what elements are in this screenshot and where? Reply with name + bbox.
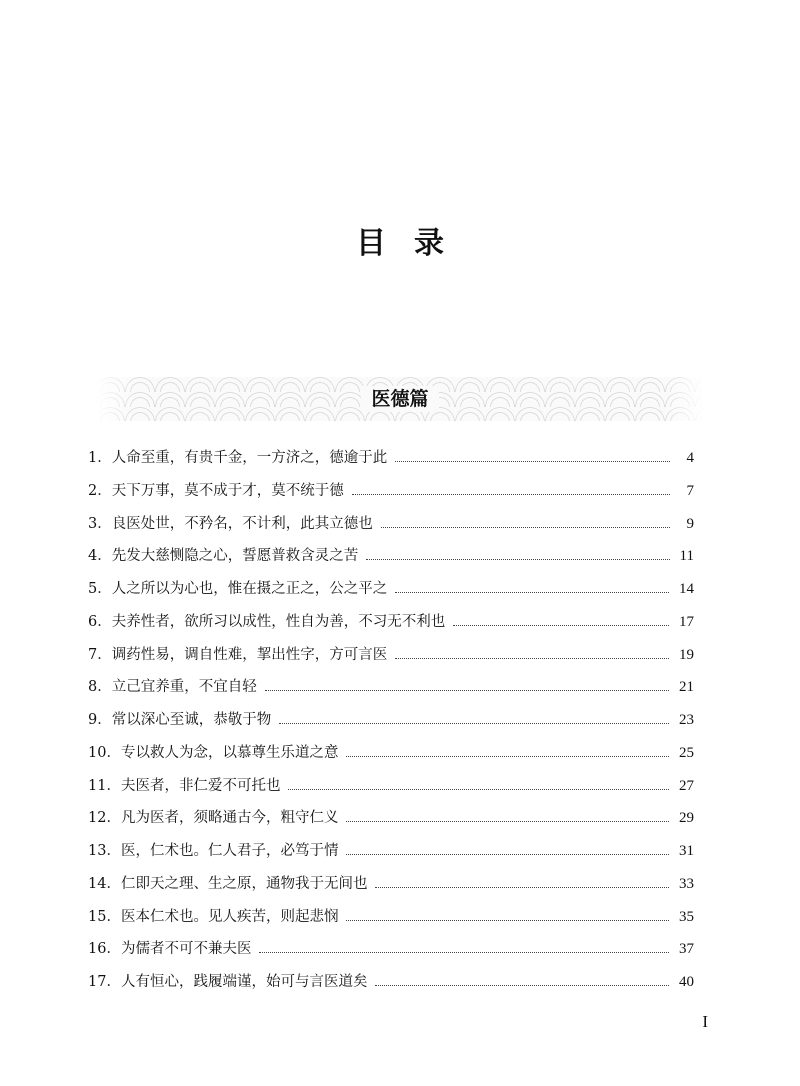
toc-entry-page: 4	[686, 450, 694, 466]
dot-leader	[395, 461, 670, 462]
toc-entry[interactable]	[88, 577, 694, 610]
toc-entry-page: 21	[679, 679, 694, 696]
toc-entry-title: 10．专以救人为念，以慕尊生乐道之意	[88, 744, 339, 761]
toc-entry[interactable]	[88, 970, 694, 1003]
dot-leader	[352, 494, 670, 495]
toc-entry[interactable]	[88, 806, 694, 839]
toc-entry-page: 9	[686, 515, 694, 532]
dot-leader	[279, 723, 669, 724]
toc-entry-page: 40	[679, 974, 694, 990]
toc-entry[interactable]	[88, 774, 694, 807]
toc-entry[interactable]	[88, 610, 694, 643]
toc-entry-title: 1．人命至重，有贵千金，一方济之，德逾于此	[88, 450, 388, 466]
toc-entry-title: 3．良医处世，不矜名，不计利，此其立德也	[88, 515, 373, 532]
dot-leader	[366, 559, 669, 560]
toc-entry-title: 16．为儒者不可不兼夫医	[88, 941, 252, 958]
toc-entry-page: 17	[679, 613, 694, 630]
toc-entry[interactable]	[88, 446, 694, 479]
toc-entry-page: 27	[679, 777, 694, 794]
dot-leader	[381, 527, 670, 528]
toc-entry-title: 12．凡为医者，须略通古今，粗守仁义	[88, 810, 339, 827]
toc-entry-title: 15．医本仁术也。见人疾苦，则起悲悯	[88, 908, 339, 925]
toc-entry-title: 7．调药性易，调自性难，挈出性字，方可言医	[88, 646, 388, 663]
toc-entry-title: 8．立己宜养重，不宜自轻	[88, 679, 257, 696]
dot-leader	[453, 625, 669, 626]
page-number: I	[702, 1012, 708, 1031]
dot-leader	[395, 592, 669, 593]
toc-entry[interactable]	[88, 544, 694, 577]
toc-entry[interactable]	[88, 479, 694, 512]
dot-leader	[265, 690, 669, 691]
toc-entry[interactable]	[88, 872, 694, 905]
dot-leader	[346, 854, 669, 855]
toc-entry-page: 31	[679, 843, 694, 859]
toc-entry-page: 23	[679, 712, 694, 728]
toc-entry-page: 11	[679, 548, 694, 565]
toc-entry-title: 6．夫养性者，欲所习以成性，性自为善，不习无不利也	[88, 613, 446, 630]
dot-leader	[375, 887, 669, 888]
toc-entry-title: 11．夫医者，非仁爱不可托也	[88, 777, 281, 794]
dot-leader	[395, 658, 669, 659]
toc-entry-title: 5．人之所以为心也，惟在摄之正之，公之平之	[88, 581, 388, 597]
toc-entry-title: 14．仁即天之理、生之原，通物我于无间也	[88, 875, 368, 892]
toc-entry[interactable]	[88, 937, 694, 970]
dot-leader	[346, 756, 669, 757]
dot-leader	[259, 952, 669, 953]
toc-entry-page: 37	[679, 941, 694, 958]
toc-entry-page: 19	[679, 646, 694, 663]
dot-leader	[346, 821, 669, 822]
toc-entry-page: 29	[679, 810, 694, 827]
dot-leader	[375, 985, 669, 986]
toc-entry-title: 9．常以深心至诚，恭敬于物	[88, 712, 272, 728]
section-title: 医德篇	[361, 386, 438, 412]
toc-entry-page: 14	[679, 581, 694, 597]
toc-entry-title: 17．人有恒心，践履端谨，始可与言医道矣	[88, 974, 368, 990]
page-title: 目录	[356, 226, 472, 261]
toc-entry-page: 25	[679, 744, 694, 761]
toc-entry[interactable]	[88, 643, 694, 676]
toc-entry[interactable]	[88, 675, 694, 708]
toc-entry-title: 2．天下万事，莫不成于才，莫不统于德	[88, 482, 344, 499]
toc-entry[interactable]	[88, 905, 694, 938]
toc-entry[interactable]	[88, 708, 694, 741]
toc-entry-title: 4．先发大慈恻隐之心，誓愿普救含灵之苦	[88, 548, 359, 565]
toc-entry-page: 7	[686, 482, 694, 499]
dot-leader	[288, 789, 669, 790]
dot-leader	[346, 920, 669, 921]
section-heading	[0, 384, 800, 411]
toc-entry[interactable]	[88, 512, 694, 545]
toc-entry[interactable]	[88, 741, 694, 774]
toc-entry[interactable]	[88, 839, 694, 872]
toc-entry-page: 33	[679, 875, 694, 892]
table-of-contents	[88, 446, 694, 1003]
toc-entry-page: 35	[679, 908, 694, 925]
toc-entry-title: 13．医，仁术也。仁人君子，必笃于情	[88, 843, 339, 859]
